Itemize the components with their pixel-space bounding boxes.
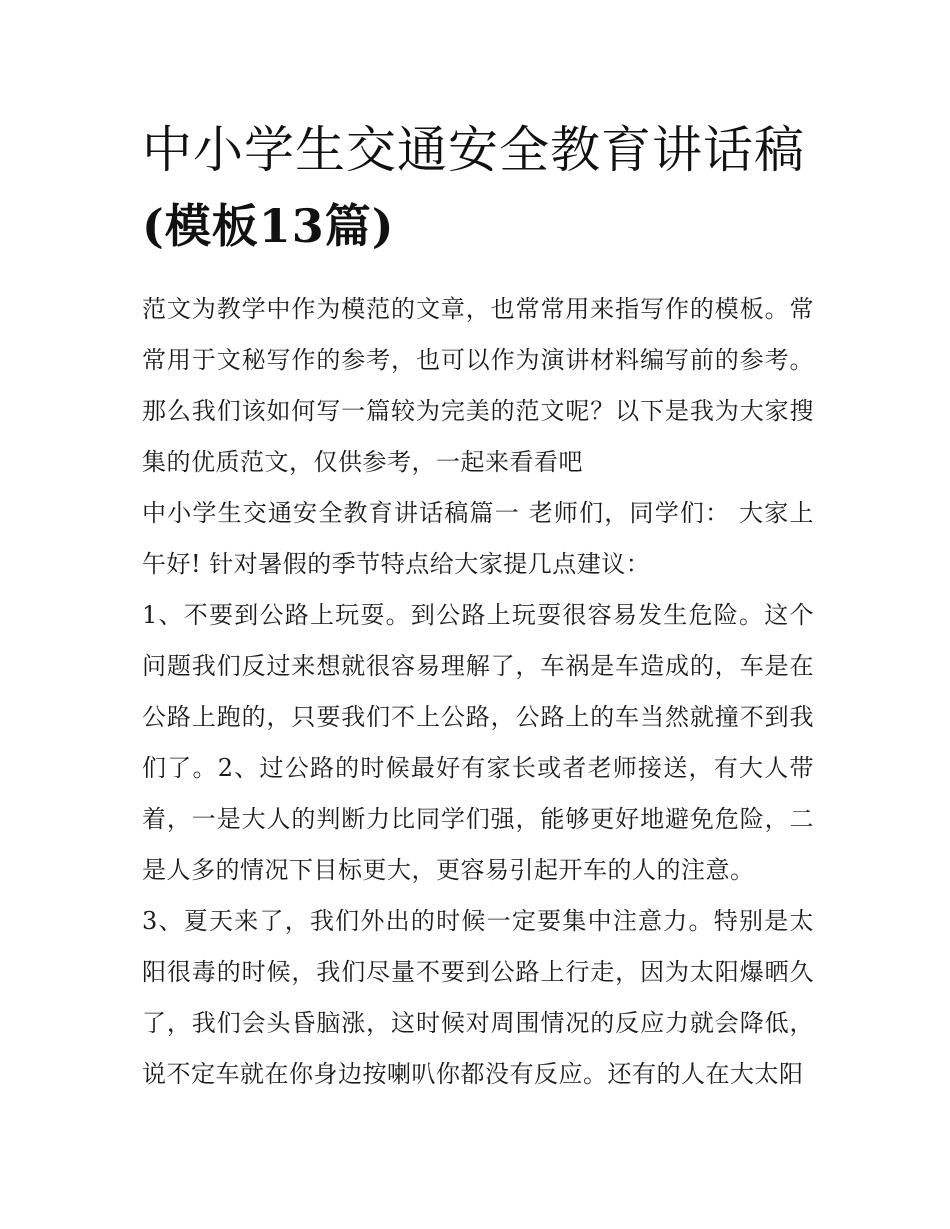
paragraph-point-1-2: 1、不要到公路上玩耍。到公路上玩耍很容易发生危险。这个问题我们反过来想就很容易理解了，车祸是车造成的，车是在公路上跑的，只要我们不上公路，公路上的车当然就撞不到我们了。2、过公路的时候最好有家长或者老师接送，有大人带着，一是大人的判断力比同学们强，能够更好地避免危险，二是人多的情况下目标更大，更容易引起开车的人的注意。 (142, 601, 814, 884)
paragraph-point-3: 3、夏天来了，我们外出的时候一定要集中注意力。特别是太阳很毒的时候，我们尽量不要到公路上行走，因为太阳爆晒久了，我们会头昏脑涨，这时候对周围情况的反应力就会降低，说不定车就在你身边按喇叭你都没有反应。还有的人在大太阳 (142, 907, 814, 1088)
document-body (142, 284, 814, 1100)
paragraph-greeting: 中小学生交通安全教育讲话稿篇一 老师们，同学们： 大家上午好! 针对暑假的季节特点给大家提几点建议： (142, 499, 814, 578)
title-line-2: (模板13篇) (142, 199, 395, 253)
document-title (142, 112, 814, 264)
document-page (142, 112, 814, 1100)
paragraph-intro: 范文为教学中作为模范的文章，也常常用来指写作的模板。常常用于文秘写作的参考，也可以作为演讲材料编写前的参考。那么我们该如何写一篇较为完美的范文呢？以下是我为大家搜集的优质范文，仅供参考，一起来看看吧 (142, 295, 814, 476)
title-line-1: 中小学生交通安全教育讲话稿 (142, 121, 805, 179)
